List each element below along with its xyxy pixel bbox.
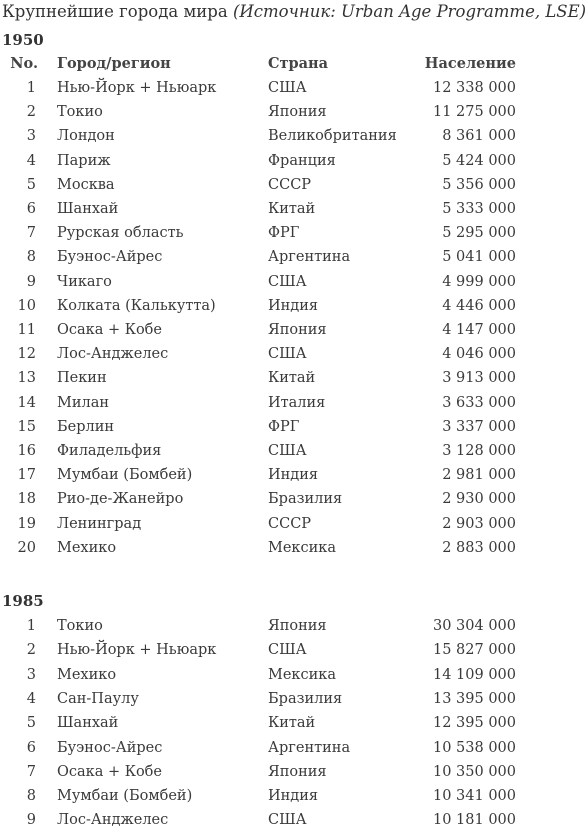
row-country: Бразилия bbox=[268, 690, 343, 707]
table-row bbox=[0, 366, 520, 390]
header-no: No. bbox=[10, 55, 38, 72]
table-row bbox=[0, 614, 520, 638]
row-number: 9 bbox=[26, 812, 36, 829]
row-number: 14 bbox=[17, 394, 36, 411]
row-number: 12 bbox=[17, 346, 36, 363]
row-country: Япония bbox=[268, 104, 327, 121]
row-country: ФРГ bbox=[268, 225, 300, 242]
row-population: 10 181 000 bbox=[432, 812, 516, 829]
row-city: Колката (Калькутта) bbox=[57, 297, 216, 314]
row-country: ФРГ bbox=[268, 418, 300, 435]
row-country: США bbox=[268, 273, 307, 290]
row-number: 9 bbox=[26, 273, 36, 290]
row-number: 4 bbox=[26, 690, 36, 707]
table-row bbox=[0, 512, 520, 536]
table-row bbox=[0, 245, 520, 269]
row-population: 11 275 000 bbox=[432, 104, 516, 121]
row-number: 6 bbox=[26, 201, 36, 217]
row-country: Великобритания bbox=[268, 128, 397, 145]
row-city: Лондон bbox=[57, 128, 115, 145]
section-year-1950: 1950 bbox=[2, 31, 44, 49]
row-country: США bbox=[268, 443, 307, 459]
row-population: 4 046 000 bbox=[442, 346, 516, 363]
section-year-1985: 1985 bbox=[2, 592, 44, 610]
row-country: Италия bbox=[268, 394, 326, 411]
row-city: Шанхай bbox=[57, 715, 119, 732]
table-row bbox=[0, 784, 520, 808]
row-country: Индия bbox=[268, 297, 319, 314]
row-city: Чикаго bbox=[57, 273, 112, 290]
table-row bbox=[0, 124, 520, 148]
table-row bbox=[0, 197, 520, 221]
table-row bbox=[0, 663, 520, 687]
row-population: 5 333 000 bbox=[442, 201, 516, 217]
row-population: 14 109 000 bbox=[432, 666, 516, 683]
table-row bbox=[0, 463, 520, 487]
row-country: США bbox=[268, 642, 307, 659]
row-city: Сан-Паулу bbox=[57, 690, 139, 707]
row-city: Москва bbox=[57, 176, 115, 193]
row-city: Ленинград bbox=[57, 515, 142, 532]
row-country: Япония bbox=[268, 763, 327, 780]
row-city: Филадельфия bbox=[57, 443, 162, 459]
table-row bbox=[0, 221, 520, 245]
row-country: Аргентина bbox=[268, 249, 351, 266]
header-country: Страна bbox=[268, 55, 329, 72]
table-row bbox=[0, 342, 520, 366]
title-source: (Источник: Urban Age Programme, LSE) bbox=[232, 2, 586, 21]
header-population: Население bbox=[424, 55, 516, 72]
row-country: Мексика bbox=[268, 666, 336, 683]
table-row bbox=[0, 100, 520, 124]
row-country: США bbox=[268, 346, 307, 363]
row-population: 15 827 000 bbox=[432, 642, 516, 659]
table-row bbox=[0, 536, 520, 560]
row-number: 5 bbox=[26, 176, 36, 193]
title-main: Крупнейшие города мира bbox=[2, 2, 228, 21]
row-number: 11 bbox=[17, 322, 36, 338]
row-number: 8 bbox=[26, 249, 36, 266]
row-country: США bbox=[268, 812, 307, 829]
row-number: 4 bbox=[26, 152, 36, 169]
row-number: 5 bbox=[26, 715, 36, 732]
row-number: 10 bbox=[17, 297, 36, 314]
table-row bbox=[0, 76, 520, 100]
row-country: Индия bbox=[268, 467, 319, 484]
row-population: 12 338 000 bbox=[432, 80, 516, 96]
row-country: СССР bbox=[268, 176, 312, 193]
table-row bbox=[0, 736, 520, 760]
row-number: 3 bbox=[26, 666, 36, 683]
row-population: 2 883 000 bbox=[442, 539, 516, 556]
row-population: 30 304 000 bbox=[432, 618, 516, 634]
row-number: 19 bbox=[17, 515, 36, 532]
row-country: Аргентина bbox=[268, 739, 351, 756]
row-number: 16 bbox=[17, 443, 36, 459]
row-population: 2 930 000 bbox=[442, 491, 516, 508]
row-country: США bbox=[268, 80, 307, 96]
row-population: 2 981 000 bbox=[442, 467, 516, 484]
table-row bbox=[0, 318, 520, 342]
row-population: 5 424 000 bbox=[442, 152, 516, 169]
row-population: 10 341 000 bbox=[432, 788, 516, 805]
row-country: Бразилия bbox=[268, 491, 343, 508]
row-number: 2 bbox=[26, 104, 36, 121]
row-city: Мумбаи (Бомбей) bbox=[57, 467, 193, 484]
row-number: 13 bbox=[17, 370, 36, 387]
row-city: Нью-Йорк + Ньюарк bbox=[57, 642, 217, 659]
row-population: 2 903 000 bbox=[442, 515, 516, 532]
table-row bbox=[0, 270, 520, 294]
row-population: 3 128 000 bbox=[442, 443, 516, 459]
row-city: Пекин bbox=[57, 370, 107, 387]
row-population: 5 356 000 bbox=[442, 176, 516, 193]
row-country: Китай bbox=[268, 370, 316, 387]
row-city: Милан bbox=[57, 394, 110, 411]
row-city: Шанхай bbox=[57, 201, 119, 217]
row-city: Мехико bbox=[57, 539, 117, 556]
table-header bbox=[0, 52, 520, 76]
row-city: Париж bbox=[57, 152, 111, 169]
row-population: 3 913 000 bbox=[442, 370, 516, 387]
row-country: Франция bbox=[268, 152, 336, 169]
row-city: Токио bbox=[57, 618, 103, 634]
row-city: Берлин bbox=[57, 418, 115, 435]
row-number: 1 bbox=[26, 80, 36, 96]
row-population: 4 446 000 bbox=[442, 297, 516, 314]
row-city: Рио-де-Жанейро bbox=[57, 491, 184, 508]
row-number: 7 bbox=[26, 763, 36, 780]
table-row bbox=[0, 711, 520, 735]
row-population: 4 147 000 bbox=[442, 322, 516, 338]
row-number: 8 bbox=[26, 788, 36, 805]
table-row bbox=[0, 439, 520, 463]
row-population: 3 633 000 bbox=[442, 394, 516, 411]
row-number: 17 bbox=[17, 467, 36, 484]
row-number: 7 bbox=[26, 225, 36, 242]
row-country: Япония bbox=[268, 322, 327, 338]
table-row bbox=[0, 638, 520, 662]
row-country: СССР bbox=[268, 515, 312, 532]
row-population: 3 337 000 bbox=[442, 418, 516, 435]
row-number: 2 bbox=[26, 642, 36, 659]
row-city: Рурская область bbox=[57, 225, 184, 242]
table-row bbox=[0, 173, 520, 197]
page-title bbox=[2, 2, 586, 21]
row-population: 5 041 000 bbox=[442, 249, 516, 266]
table-row bbox=[0, 687, 520, 711]
row-number: 1 bbox=[26, 618, 36, 634]
row-number: 3 bbox=[26, 128, 36, 145]
row-population: 12 395 000 bbox=[432, 715, 516, 732]
row-city: Осака + Кобе bbox=[57, 763, 162, 780]
row-city: Мехико bbox=[57, 666, 117, 683]
row-city: Лос-Анджелес bbox=[57, 812, 169, 829]
row-city: Токио bbox=[57, 104, 103, 121]
row-population: 5 295 000 bbox=[442, 225, 516, 242]
table-row bbox=[0, 415, 520, 439]
row-number: 18 bbox=[17, 491, 36, 508]
row-city: Лос-Анджелес bbox=[57, 346, 169, 363]
row-population: 10 538 000 bbox=[432, 739, 516, 756]
row-city: Буэнос-Айрес bbox=[57, 249, 163, 266]
row-population: 13 395 000 bbox=[432, 690, 516, 707]
row-city: Мумбаи (Бомбей) bbox=[57, 788, 193, 805]
table-row bbox=[0, 391, 520, 415]
table-row bbox=[0, 808, 520, 832]
row-country: Китай bbox=[268, 715, 316, 732]
table-row bbox=[0, 294, 520, 318]
row-number: 15 bbox=[17, 418, 36, 435]
row-city: Осака + Кобе bbox=[57, 322, 162, 338]
row-number: 6 bbox=[26, 739, 36, 756]
table-row bbox=[0, 487, 520, 511]
row-number: 20 bbox=[17, 539, 36, 556]
row-country: Япония bbox=[268, 618, 327, 634]
row-city: Буэнос-Айрес bbox=[57, 739, 163, 756]
table-row bbox=[0, 149, 520, 173]
table-row bbox=[0, 760, 520, 784]
row-country: Китай bbox=[268, 201, 316, 217]
row-population: 4 999 000 bbox=[442, 273, 516, 290]
row-country: Мексика bbox=[268, 539, 336, 556]
header-city: Город/регион bbox=[57, 55, 171, 72]
row-population: 8 361 000 bbox=[442, 128, 516, 145]
row-population: 10 350 000 bbox=[432, 763, 516, 780]
row-country: Индия bbox=[268, 788, 319, 805]
row-city: Нью-Йорк + Ньюарк bbox=[57, 80, 217, 96]
